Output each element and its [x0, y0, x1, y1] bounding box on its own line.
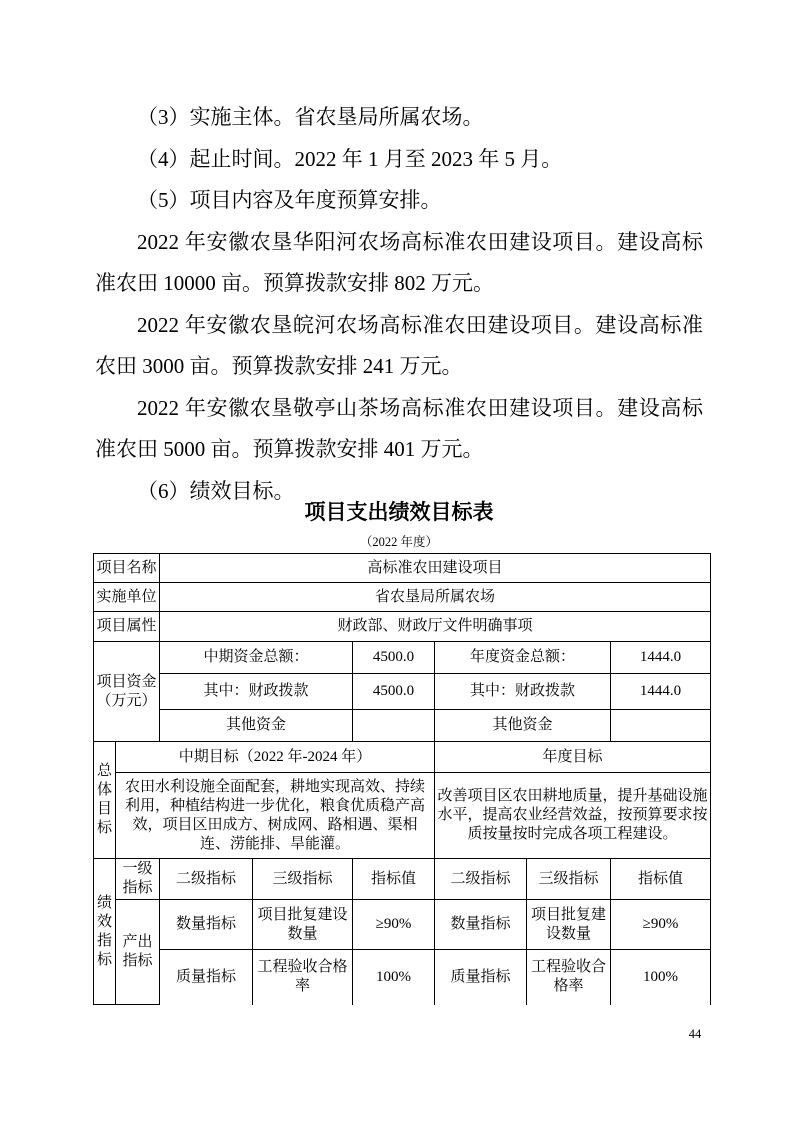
- quality-l3-mid: 工程验收合格率: [253, 950, 353, 1005]
- mid-fiscal-value: 4500.0: [353, 674, 435, 710]
- table-row: [94, 710, 711, 742]
- paragraph-line: 2022 年安徽农垦敬亭山茶场高标准农田建设项目。建设高标: [137, 395, 703, 420]
- funds-label: 项目资金（万元）: [94, 642, 160, 742]
- quantity-l3-annual: 项目批复建设数量: [527, 900, 611, 950]
- mid-total-value: 4500.0: [353, 642, 435, 674]
- paragraph-line: 准农田 5000 亩。预算拨款安排 401 万元。: [95, 437, 484, 461]
- mid-fiscal-label: 其中：财政拨款: [160, 674, 353, 710]
- header-value-mid: 指标值: [353, 859, 435, 900]
- header-level1: 一级指标: [116, 859, 160, 900]
- header-level3-annual: 三级指标: [527, 859, 611, 900]
- implementing-unit-label: 实施单位: [94, 583, 160, 612]
- annual-fiscal-label: 其中：财政拨款: [435, 674, 611, 710]
- table-title: 项目支出绩效目标表: [304, 501, 494, 524]
- performance-label: 绩效指标: [94, 859, 116, 1005]
- quality-value-annual: 100%: [611, 950, 711, 1005]
- paragraph-line: （4）起止时间。2022 年 1 月至 2023 年 5 月。: [137, 146, 563, 171]
- annual-fiscal-value: 1444.0: [611, 674, 711, 710]
- quantity-l3-mid: 项目批复建设数量: [253, 900, 353, 950]
- mid-other-value: [353, 710, 435, 742]
- table-row: [94, 742, 711, 773]
- table-row: [94, 859, 711, 900]
- annual-total-label: 年度资金总额：: [435, 642, 611, 674]
- paragraph-line: 农田 3000 亩。预算拨款安排 241 万元。: [95, 354, 463, 378]
- header-level3-mid: 三级指标: [253, 859, 353, 900]
- page-number: 44: [688, 1027, 702, 1041]
- header-level2-annual: 二级指标: [435, 859, 527, 900]
- table-row: [94, 642, 711, 674]
- table-row: [94, 900, 711, 950]
- mid-total-label: 中期资金总额：: [160, 642, 353, 674]
- quantity-indicator-annual: 数量指标: [435, 900, 527, 950]
- paragraph-line: 准农田 10000 亩。预算拨款安排 802 万元。: [95, 271, 494, 295]
- quantity-value-annual: ≥90%: [611, 900, 711, 950]
- quality-indicator-annual: 质量指标: [435, 950, 527, 1005]
- quantity-indicator-mid: 数量指标: [160, 900, 253, 950]
- table-row: [94, 554, 711, 583]
- project-attribute-value: 财政部、财政厅文件明确事项: [160, 612, 711, 642]
- table-subtitle: （2022 年度）: [359, 535, 439, 549]
- output-indicator-label: 产出指标: [116, 900, 160, 1005]
- mid-goal-header: 中期目标（2022 年-2024 年）: [116, 742, 435, 773]
- body-text: [95, 97, 703, 512]
- quality-value-mid: 100%: [353, 950, 435, 1005]
- annual-other-label: 其他资金: [435, 710, 611, 742]
- mid-goal-text: 农田水利设施全面配套，耕地实现高效、持续利用，种植结构进一步优化，粮食优质稳产高效，项目区田成方、树成网、路相遇、渠相连、涝能排、旱能灌。: [116, 773, 435, 859]
- quality-l3-annual: 工程验收合格率: [527, 950, 611, 1005]
- implementing-unit-value: 省农垦局所属农场: [160, 583, 711, 612]
- project-attribute-label: 项目属性: [94, 612, 160, 642]
- annual-other-value: [611, 710, 711, 742]
- project-name-label: 项目名称: [94, 554, 160, 583]
- quality-indicator-mid: 质量指标: [160, 950, 253, 1005]
- table-row: [94, 612, 711, 642]
- paragraph-line: （5）项目内容及年度预算安排。: [137, 188, 442, 212]
- annual-goal-header: 年度目标: [435, 742, 711, 773]
- paragraph-line: （3）实施主体。省农垦局所属农场。: [137, 105, 484, 129]
- performance-target-table: [93, 553, 711, 1005]
- overall-goal-label: 总体目标: [94, 742, 116, 859]
- quantity-value-mid: ≥90%: [353, 900, 435, 950]
- table-row: [94, 583, 711, 612]
- header-level2-mid: 二级指标: [160, 859, 253, 900]
- annual-goal-text: 改善项目区农田耕地质量，提升基础设施水平，提高农业经营效益，按预算要求按质按量按时完成各项工程建设。: [435, 773, 711, 859]
- paragraph-line: （6）绩效目标。: [137, 478, 295, 503]
- annual-total-value: 1444.0: [611, 642, 711, 674]
- table-row: [94, 773, 711, 859]
- mid-other-label: 其他资金: [160, 710, 353, 742]
- table-row: [94, 950, 711, 1005]
- header-value-annual: 指标值: [611, 859, 711, 900]
- paragraph-line: 2022 年安徽农垦皖河农场高标准农田建设项目。建设高标准: [137, 312, 703, 337]
- project-name-value: 高标准农田建设项目: [160, 554, 711, 583]
- paragraph-line: 2022 年安徽农垦华阳河农场高标准农田建设项目。建设高标: [137, 229, 703, 254]
- table-row: [94, 674, 711, 710]
